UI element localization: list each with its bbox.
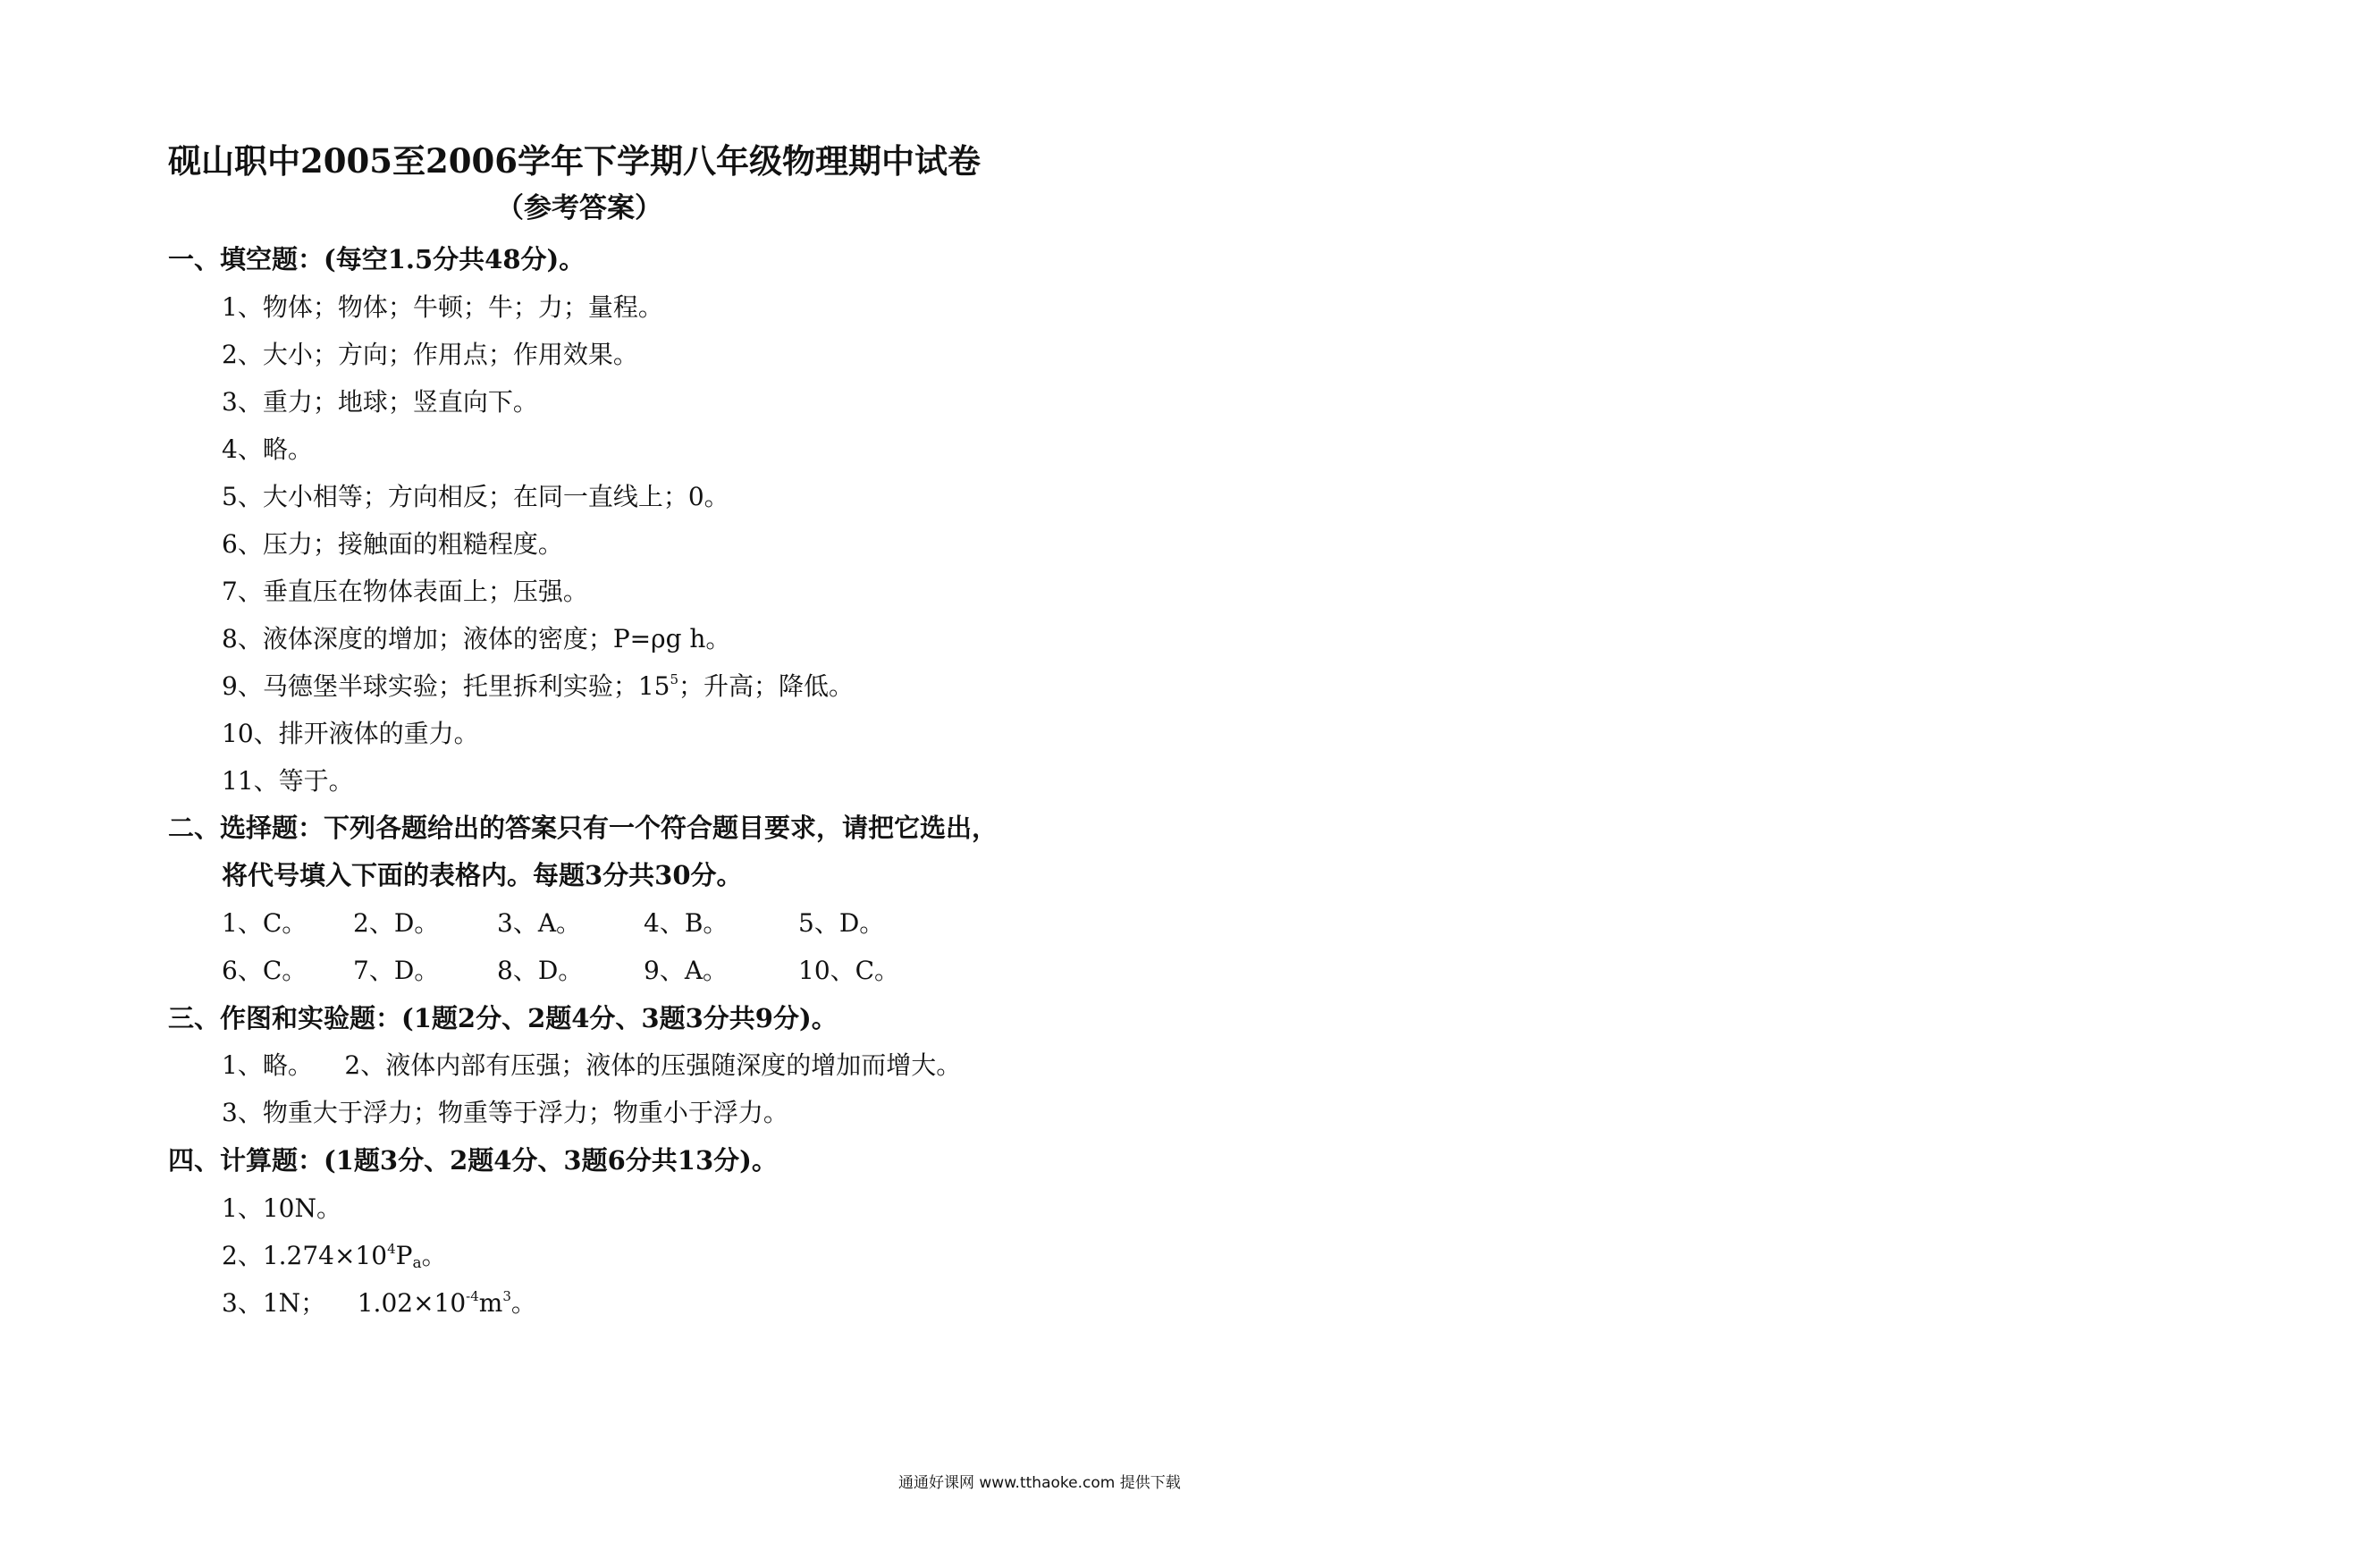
answer-9-exponent: 5: [670, 671, 678, 687]
calc-3-exponent: -4: [466, 1288, 479, 1304]
page-subtitle: （参考答案）: [496, 192, 662, 224]
answer-line: 5、大小相等；方向相反；在同一直线上；0。: [222, 482, 729, 511]
section-3-heading: 三、作图和实验题：(1题2分、2题4分、3题3分共9分)。: [168, 1003, 838, 1033]
calc-2-exponent: 4: [387, 1241, 396, 1257]
answer-line-calc-3: [222, 1284, 536, 1319]
choice-answer: 2、D。: [353, 908, 440, 938]
calc-3-tail: 。: [510, 1288, 536, 1318]
choice-answer: 4、B。: [644, 908, 729, 938]
answer-line: 2、大小；方向；作用点；作用效果。: [222, 340, 638, 369]
section-2-heading-continued: 将代号填入下面的表格内。每题3分共30分。: [222, 860, 743, 890]
answer-9-tail: ；升高；降低。: [678, 671, 855, 701]
calc-2-value: 2、1.274×10: [222, 1241, 388, 1270]
answer-line: 4、略。: [222, 434, 313, 464]
answer-line-10: 10、排开液体的重力。: [222, 719, 479, 748]
answer-line: 1、10N。: [222, 1193, 341, 1223]
choice-answer: 3、A。: [497, 908, 582, 938]
answer-line-calc-2: [222, 1236, 447, 1272]
calc-3-unit: m: [478, 1288, 503, 1318]
answer-line: 3、物重大于浮力；物重等于浮力；物重小于浮力。: [222, 1098, 788, 1127]
answer-9-text: 9、马德堡半球实验；托里拆利实验；15: [222, 671, 670, 701]
page-title: 砚山职中2005至2006学年下学期八年级物理期中试卷: [168, 141, 981, 181]
answer-line: 1、物体；物体；牛顿；牛；力；量程。: [222, 292, 663, 322]
calc-2-unit: P: [395, 1241, 413, 1270]
choice-answer: 6、C。: [222, 956, 308, 985]
section-2-heading: 二、选择题：下列各题给出的答案只有一个符合题目要求，请把它选出，: [168, 813, 998, 843]
answer-line: 11、等于。: [222, 766, 354, 796]
calc-3-unit-exponent: 3: [502, 1288, 511, 1304]
choice-answer: 5、D。: [798, 908, 885, 938]
calc-2-unit-sub: a: [412, 1254, 422, 1272]
choice-answer: 10、C。: [798, 956, 900, 985]
answer-line-9: [222, 667, 854, 703]
answer-line: 3、重力；地球；竖直向下。: [222, 387, 538, 417]
answer-line: 6、压力；接触面的粗糙程度。: [222, 529, 563, 559]
choice-answer: 1、C。: [222, 908, 308, 938]
choice-answer: 7、D。: [353, 956, 440, 985]
calc-2-tail: 。: [421, 1241, 447, 1270]
answer-line: 8、液体深度的增加；液体的密度；P=ρg h。: [222, 624, 731, 653]
choice-answer: 8、D。: [497, 956, 584, 985]
footer-source-text: 通通好课网 www.tthaoke.com 提供下载: [898, 1474, 1181, 1492]
section-4-heading: 四、计算题：(1题3分、2题4分、3题6分共13分)。: [168, 1145, 778, 1176]
choice-answer: 9、A。: [644, 956, 729, 985]
answer-line: 7、垂直压在物体表面上；压强。: [222, 577, 588, 606]
calc-3-value: 3、1N； 1.02×10: [222, 1288, 467, 1318]
section-1-heading: 一、填空题：(每空1.5分共48分)。: [168, 244, 586, 274]
answer-line: 1、略。 2、液体内部有压强；液体的压强随深度的增加而增大。: [222, 1050, 962, 1080]
